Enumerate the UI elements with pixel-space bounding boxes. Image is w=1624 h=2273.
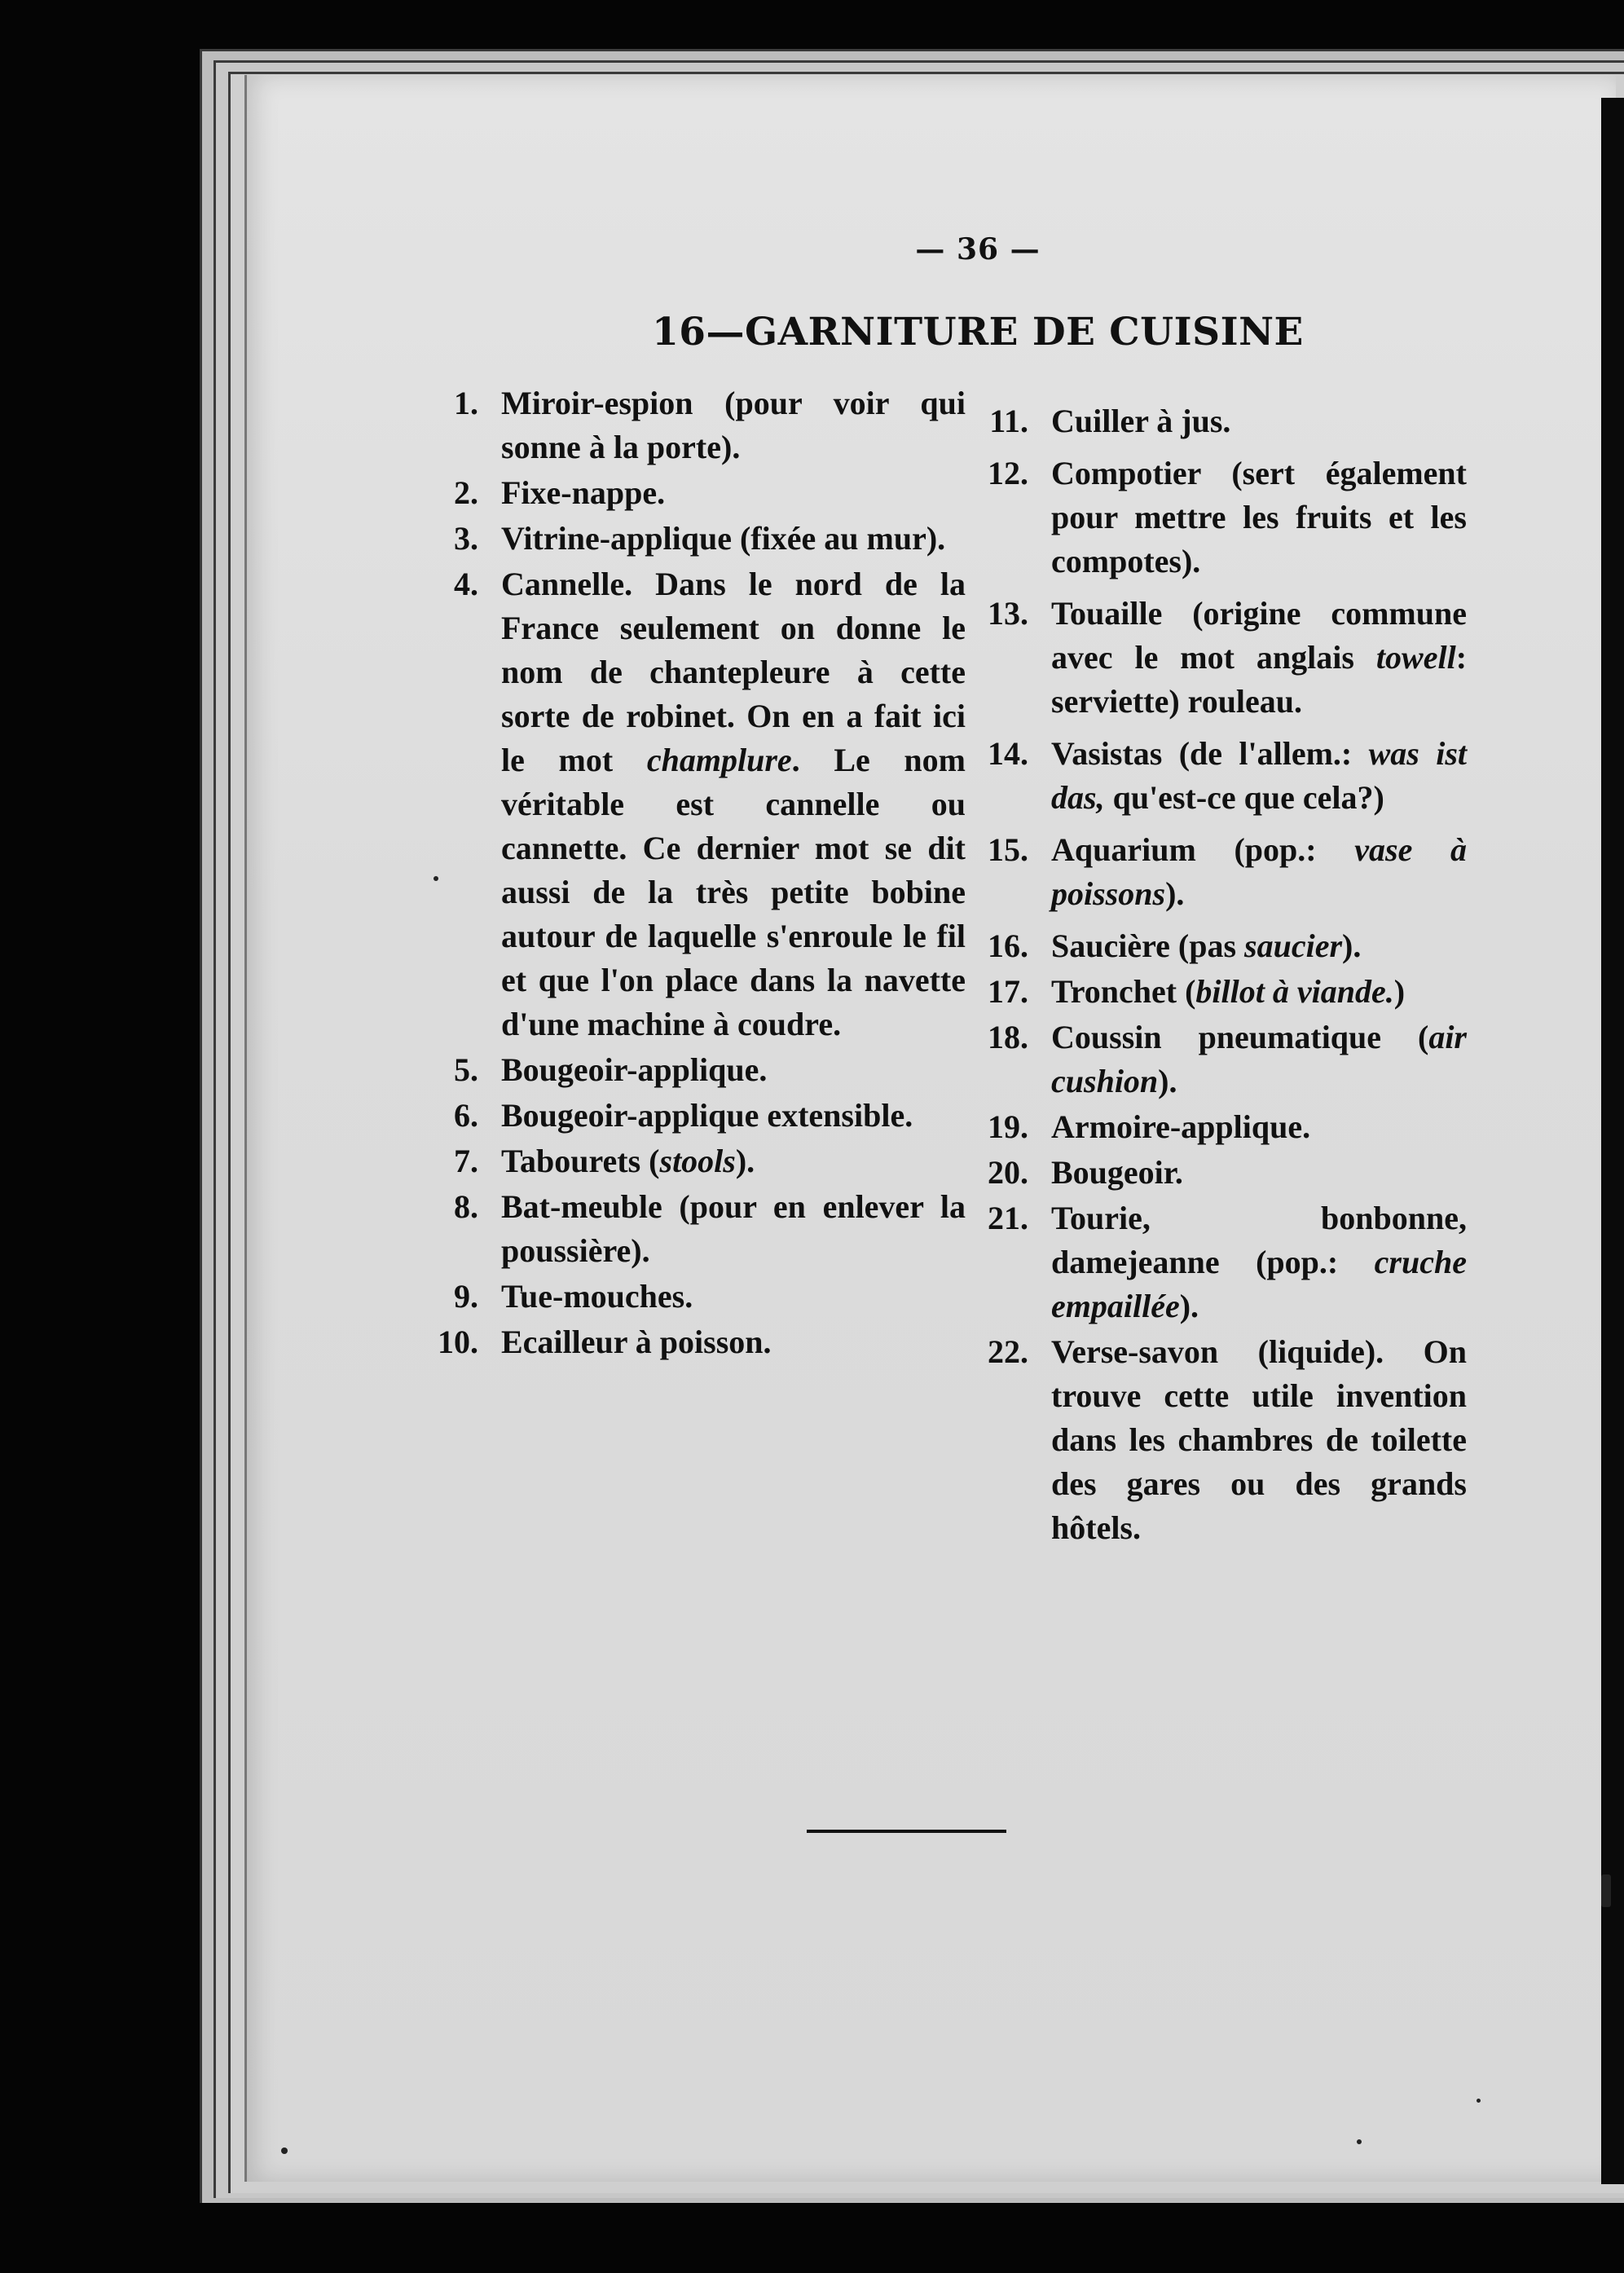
item-text bbox=[1051, 1330, 1467, 1550]
list-item bbox=[945, 1105, 1467, 1149]
item-text bbox=[501, 1185, 966, 1273]
end-rule bbox=[807, 1830, 1006, 1833]
item-text-main: Bougeoir-applique. bbox=[501, 1051, 768, 1088]
item-number: 8. bbox=[454, 1188, 478, 1225]
item-text-main: Saucière (pas bbox=[1051, 927, 1237, 964]
item-text-main: Armoire-applique. bbox=[1051, 1108, 1311, 1145]
list-item bbox=[403, 1139, 966, 1183]
item-text-main: Aquarium (pop.: bbox=[1051, 831, 1317, 868]
item-text-main: Cannelle. Dans le nord de la France seulement on donne le nom de chantepleure à cette sorte de robinet. On en a fait ici le mot bbox=[501, 566, 966, 778]
item-text bbox=[501, 517, 966, 561]
list-item bbox=[403, 381, 966, 469]
item-number: 13. bbox=[988, 595, 1028, 632]
item-text-italic: stools bbox=[659, 1143, 736, 1179]
item-number: 12. bbox=[988, 455, 1028, 491]
item-text-main: Vasistas (de l'allem.: bbox=[1051, 735, 1353, 772]
item-text-main: Fixe-nappe. bbox=[501, 474, 666, 511]
item-text-after: ) bbox=[1393, 973, 1406, 1010]
page-number: — 36 — bbox=[915, 232, 1041, 267]
list-item bbox=[403, 1094, 966, 1138]
list-item bbox=[945, 970, 1467, 1014]
item-number: 2. bbox=[454, 474, 478, 511]
item-number: 22. bbox=[988, 1333, 1028, 1370]
item-number: 7. bbox=[454, 1143, 478, 1179]
item-text bbox=[501, 1320, 966, 1364]
section-title: 16—GARNITURE DE CUISINE bbox=[652, 310, 1304, 355]
left-column bbox=[403, 381, 966, 1366]
item-text bbox=[1051, 924, 1467, 968]
item-text-main: Bougeoir-applique extensible. bbox=[501, 1097, 913, 1134]
item-text bbox=[501, 471, 966, 515]
item-text bbox=[1051, 732, 1467, 820]
item-text bbox=[501, 1275, 966, 1319]
item-text-italic: billot à viande. bbox=[1195, 973, 1394, 1010]
scan-speck bbox=[1601, 1874, 1611, 1907]
item-text bbox=[1051, 1151, 1467, 1195]
list-item bbox=[945, 1015, 1467, 1103]
item-text-main: Verse-savon (liquide). On trouve cette utile invention dans les chambres de toilette des gares ou des grands hôtels. bbox=[1051, 1333, 1467, 1546]
item-text-italic: vase à poissons bbox=[1051, 831, 1467, 912]
scan-speck bbox=[281, 2147, 288, 2154]
item-text-italic: was ist das, bbox=[1051, 735, 1467, 816]
item-text-main: Compotier (sert également pour mettre les fruits et les compotes). bbox=[1051, 455, 1467, 579]
item-number: 20. bbox=[988, 1154, 1028, 1191]
item-text bbox=[501, 1048, 966, 1092]
item-text-italic: champlure bbox=[646, 742, 792, 778]
item-text-after: qu'est-ce que cela?) bbox=[1104, 779, 1384, 816]
list-item bbox=[403, 517, 966, 561]
item-number: 6. bbox=[454, 1097, 478, 1134]
item-text bbox=[1051, 452, 1467, 584]
list-item bbox=[945, 452, 1467, 584]
item-number: 17. bbox=[988, 973, 1028, 1010]
item-text bbox=[1051, 399, 1467, 443]
list-item bbox=[403, 1048, 966, 1092]
item-text-after: ). bbox=[1342, 927, 1362, 964]
scan-speck bbox=[434, 876, 438, 881]
item-text-after: ). bbox=[1158, 1063, 1177, 1099]
list-item bbox=[403, 562, 966, 1046]
item-text bbox=[501, 562, 966, 1046]
item-text-after: ). bbox=[1165, 875, 1185, 912]
item-number: 14. bbox=[988, 735, 1028, 772]
list-item bbox=[945, 592, 1467, 724]
item-number: 18. bbox=[988, 1019, 1028, 1055]
list-item bbox=[945, 924, 1467, 968]
list-item bbox=[945, 732, 1467, 820]
scan-border bbox=[1601, 98, 1624, 2184]
item-number: 11. bbox=[989, 403, 1028, 439]
scan-speck bbox=[1357, 2139, 1362, 2144]
item-number: 21. bbox=[988, 1200, 1028, 1236]
list-item bbox=[403, 1185, 966, 1273]
item-text bbox=[1051, 592, 1467, 724]
item-text-main: Bat-meuble (pour en enlever la poussière). bbox=[501, 1188, 966, 1269]
item-number: 1. bbox=[454, 385, 478, 421]
scan-speck bbox=[1477, 2099, 1481, 2103]
item-text-after: ). bbox=[1179, 1288, 1199, 1324]
right-column bbox=[945, 399, 1467, 1552]
item-text-main: Tabourets ( bbox=[501, 1143, 660, 1179]
item-text-main: Touaille (origine commune avec le mot anglais bbox=[1051, 595, 1467, 676]
item-number: 5. bbox=[454, 1051, 478, 1088]
item-text bbox=[501, 1139, 966, 1183]
item-text-after: : serviette) rouleau. bbox=[1051, 639, 1468, 720]
item-text bbox=[1051, 1196, 1467, 1328]
list-item bbox=[945, 1330, 1467, 1550]
item-number: 10. bbox=[438, 1324, 478, 1360]
item-text-after: ). bbox=[735, 1143, 755, 1179]
list-item bbox=[945, 399, 1467, 443]
list-item bbox=[403, 1275, 966, 1319]
item-number: 3. bbox=[454, 520, 478, 557]
item-text-after: . Le nom véritable est cannelle ou cannette. Ce dernier mot se dit aussi de la très petite bobine autour de laquelle s'enroule le fil et que l'on place dans la navette d'une machine à coudre. bbox=[501, 742, 966, 1042]
item-number: 15. bbox=[988, 831, 1028, 868]
item-text bbox=[1051, 1105, 1467, 1149]
item-text bbox=[501, 381, 966, 469]
item-text-main: Tue-mouches. bbox=[501, 1278, 693, 1315]
item-text bbox=[1051, 1015, 1467, 1103]
item-text-main: Coussin pneumatique ( bbox=[1051, 1019, 1429, 1055]
item-number: 9. bbox=[454, 1278, 478, 1315]
item-text bbox=[1051, 970, 1467, 1014]
list-item bbox=[945, 1196, 1467, 1328]
list-item bbox=[403, 1320, 966, 1364]
item-text-main: Tronchet ( bbox=[1051, 973, 1196, 1010]
item-text-main: Ecailleur à poisson. bbox=[501, 1324, 772, 1360]
list-item bbox=[945, 1151, 1467, 1195]
item-number: 4. bbox=[454, 566, 478, 602]
item-text bbox=[1051, 828, 1467, 916]
item-number: 16. bbox=[988, 927, 1028, 964]
item-text-main: Tourie, bonbonne, damejeanne (pop.: bbox=[1051, 1200, 1467, 1280]
item-text-italic: cruche empaillée bbox=[1051, 1244, 1467, 1324]
item-text-main: Miroir-espion (pour voir qui sonne à la porte). bbox=[501, 385, 966, 465]
list-item bbox=[403, 471, 966, 515]
item-text-italic: saucier bbox=[1244, 927, 1343, 964]
item-number: 19. bbox=[988, 1108, 1028, 1145]
item-text bbox=[501, 1094, 966, 1138]
item-text-main: Bougeoir. bbox=[1051, 1154, 1183, 1191]
list-item bbox=[945, 828, 1467, 916]
item-text-main: Cuiller à jus. bbox=[1051, 403, 1231, 439]
item-text-italic: air cushion bbox=[1051, 1019, 1467, 1099]
item-text-italic: towell bbox=[1375, 639, 1456, 676]
item-text-main: Vitrine-applique (fixée au mur). bbox=[501, 520, 946, 557]
